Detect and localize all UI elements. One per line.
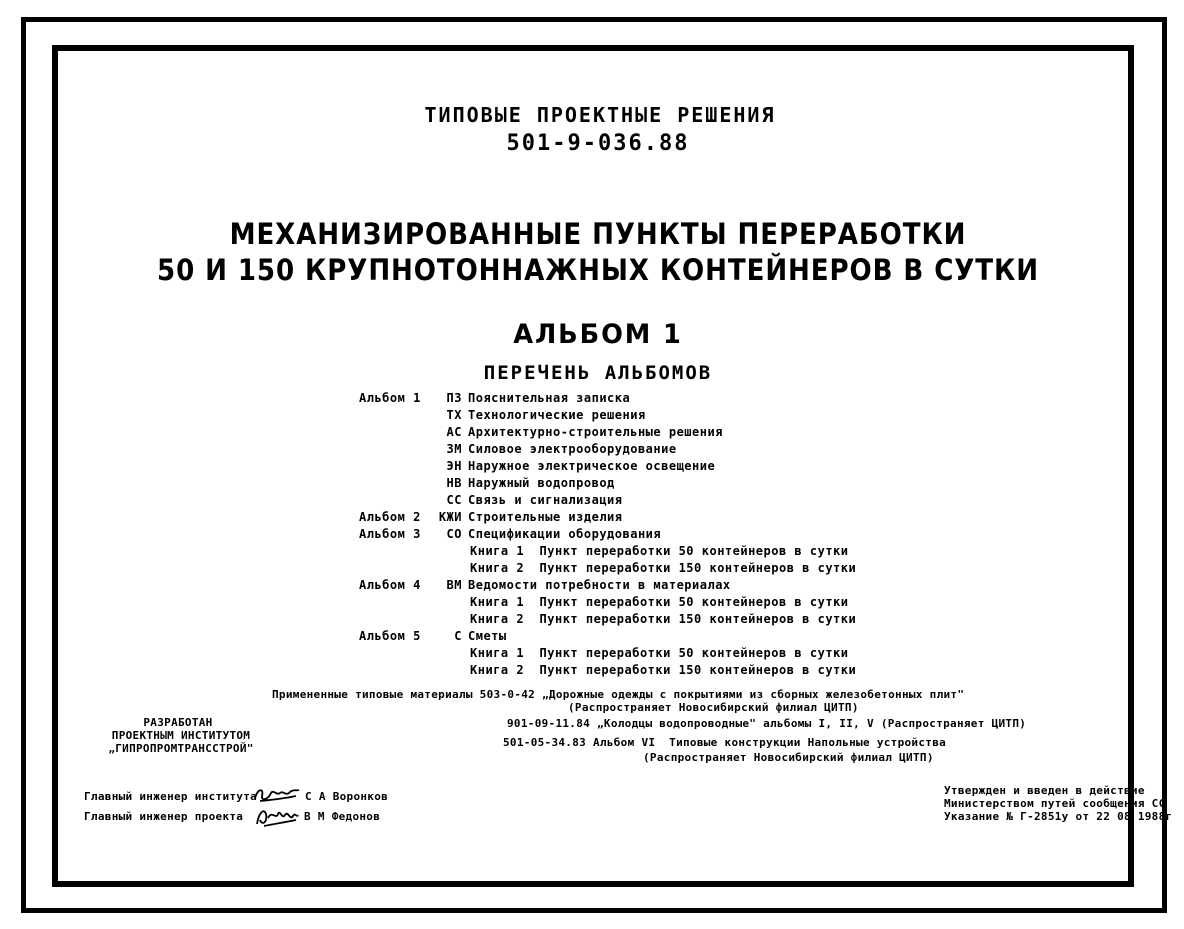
album-list-code: С	[454, 629, 462, 643]
album-list-album: Альбом 4	[359, 578, 421, 592]
chief-institute-role: Главный инженер института	[84, 790, 258, 803]
album-list-book: Книга 1 Пункт переработки 50 контейнеров в сутки	[470, 646, 849, 660]
album-list-book: Книга 1 Пункт переработки 50 контейнеров в сутки	[470, 544, 849, 558]
album-list-text: Силовое электрооборудование	[468, 442, 677, 456]
signature-fedonov	[254, 804, 300, 830]
album-list-album: Альбом 1	[359, 391, 421, 405]
album-list-text: Строительные изделия	[468, 510, 623, 524]
album-list-album: Альбом 2	[359, 510, 421, 524]
signature-voronkov	[252, 784, 302, 806]
album-list-code: ЗМ	[446, 442, 462, 456]
materials-line-5: (Распространяет Новосибирский филиал ЦИТП)	[643, 751, 934, 764]
album-list-code: ТХ	[446, 408, 462, 422]
album-list-code: СС	[446, 493, 462, 507]
album-list-text: Сметы	[468, 629, 507, 643]
album-list-book: Книга 2 Пункт переработки 150 контейнеров в сутки	[470, 561, 857, 575]
materials-line-3: 901-09-11.84 „Колодцы водопроводные" альбомы I, II, V (Распространяет ЦИТП)	[507, 717, 1027, 730]
approval-line-3: Указание № Г-2851у от 22 08 1988г	[944, 810, 1173, 823]
album-list-title: ПЕРЕЧЕНЬ АЛЬБОМОВ	[483, 362, 713, 384]
materials-line-2: (Распространяет Новосибирский филиал ЦИТП)	[568, 701, 859, 714]
album-list-code: НВ	[446, 476, 462, 490]
approval-line-2: Министерством путей сообщения СС	[944, 797, 1166, 810]
album-list-code: ЭН	[446, 459, 462, 473]
document-code: 501-9-036.88	[506, 131, 690, 156]
album-list-code: ПЗ	[446, 391, 462, 405]
title-line-1: МЕХАНИЗИРОВАННЫЕ ПУНКТЫ ПЕРЕРАБОТКИ	[229, 217, 967, 251]
album-list-text: Наружное электрическое освещение	[468, 459, 716, 473]
album-list-book: Книга 2 Пункт переработки 150 контейнеров в сутки	[470, 663, 857, 677]
materials-line-1: Примененные типовые материалы 503-0-42 „Дорожные одежды с покрытиями из сборных железобетонных плит"	[272, 688, 965, 701]
album-title: АЛЬБОМ 1	[513, 319, 683, 350]
album-list-book: Книга 2 Пункт переработки 150 контейнеров в сутки	[470, 612, 857, 626]
title-line-2: 50 И 150 КРУПНОТОННАЖНЫХ КОНТЕЙНЕРОВ В СУТКИ	[157, 253, 1039, 287]
chief-project-name: В М Федонов	[304, 810, 381, 823]
approval-line-1: Утвержден и введен в действие	[944, 784, 1145, 797]
chief-project-role: Главный инженер проекта	[84, 810, 244, 823]
developer-line-1: РАЗРАБОТАН	[143, 716, 213, 729]
album-list-text: Связь и сигнализация	[468, 493, 623, 507]
album-list-text: Ведомости потребности в материалах	[468, 578, 731, 592]
album-list-text: Пояснительная записка	[468, 391, 631, 405]
album-list-code: КЖИ	[438, 510, 462, 524]
chief-institute-name: С А Воронков	[305, 790, 389, 803]
album-list-text: Архитектурно-строительные решения	[468, 425, 723, 439]
album-list-code: СО	[446, 527, 462, 541]
developer-line-2: ПРОЕКТНЫМ ИНСТИТУТОМ	[111, 729, 251, 742]
album-list-album: Альбом 5	[359, 629, 421, 643]
series-heading: ТИПОВЫЕ ПРОЕКТНЫЕ РЕШЕНИЯ	[424, 103, 776, 127]
album-list-album: Альбом 3	[359, 527, 421, 541]
album-list-code: ВМ	[446, 578, 462, 592]
album-list-text: Наружный водопровод	[468, 476, 615, 490]
developer-line-3: „ГИПРОПРОМТРАНССТРОЙ"	[108, 742, 254, 755]
album-list-book: Книга 1 Пункт переработки 50 контейнеров в сутки	[470, 595, 849, 609]
album-list-text: Технологические решения	[468, 408, 646, 422]
album-list-code: АС	[446, 425, 462, 439]
album-list-text: Спецификации оборудования	[468, 527, 662, 541]
materials-line-4: 501-05-34.83 Альбом VI Типовые конструкции Напольные устройства	[503, 736, 947, 749]
